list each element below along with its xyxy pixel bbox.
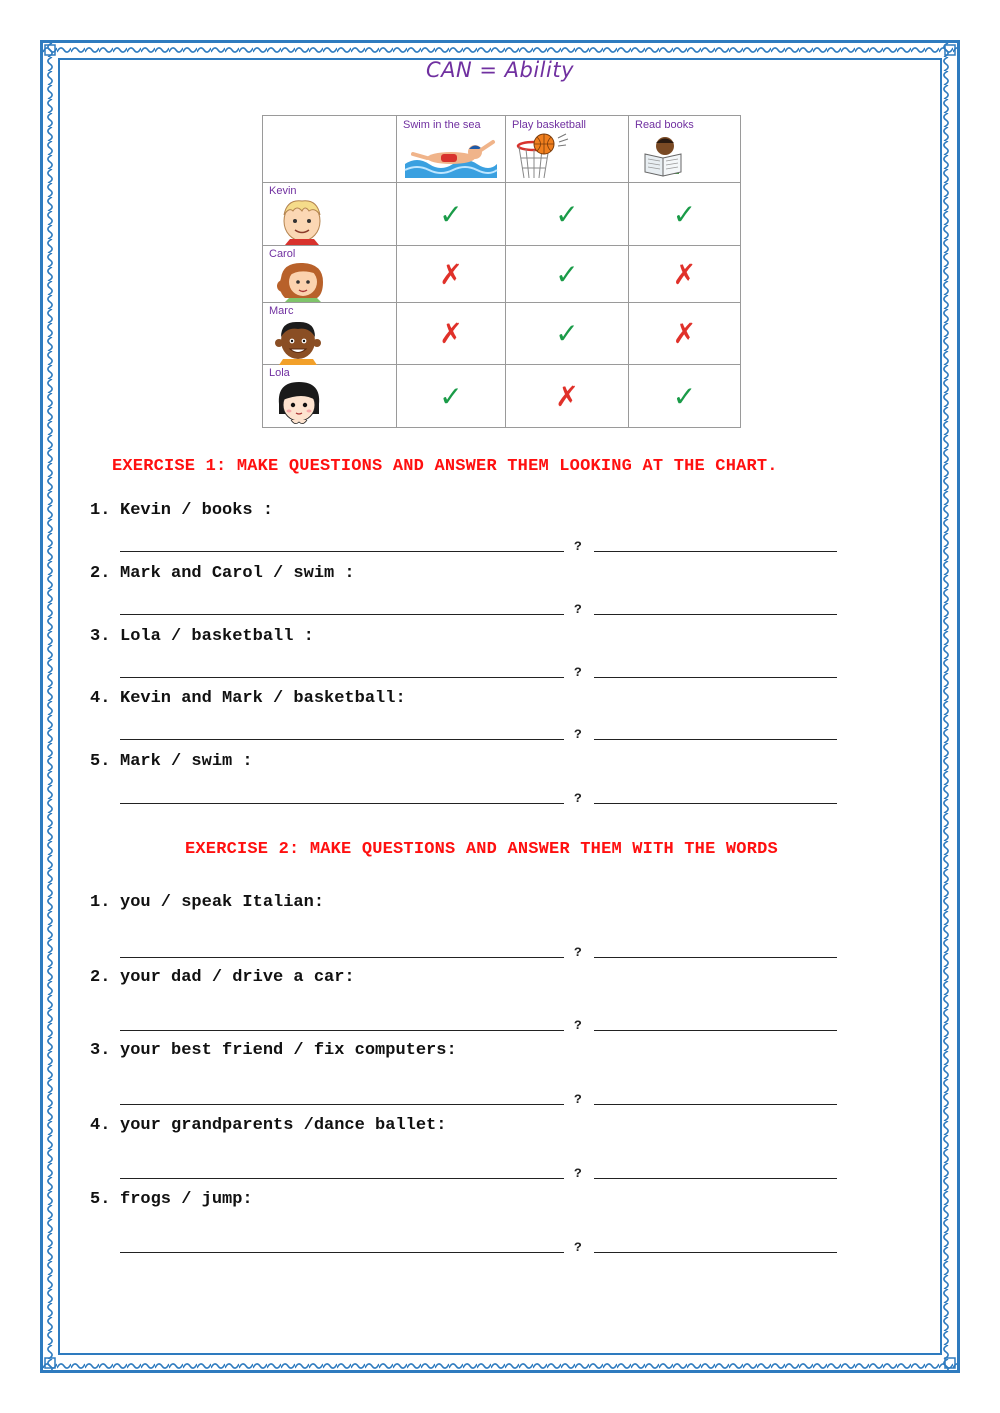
chart-corner-cell [263,116,397,183]
item-prompt: Mark and Carol / swim : [120,564,355,583]
question-mark: ? [574,945,582,960]
exercise-2-item [90,1116,446,1135]
answer-row [120,658,840,678]
item-number: 3. [90,1041,111,1060]
person-cell [263,365,397,428]
question-mark: ? [574,665,582,680]
answer-line[interactable] [594,803,837,804]
check-mark-icon: ✓ [555,257,579,291]
ability-cell [629,246,741,303]
activity-label: Play basketball [512,119,586,131]
question-line[interactable] [120,614,564,615]
page-title: CAN = Ability [425,58,575,82]
exercise-1-item [90,627,314,646]
kevin-face-icon [275,197,329,245]
item-number: 2. [90,564,111,583]
item-prompt: Kevin and Mark / basketball: [120,689,406,708]
cross-mark-icon: ✗ [672,317,697,350]
exercise-2-item [90,1041,457,1060]
answer-row [120,532,840,552]
ability-cell [506,303,629,365]
ability-cell [506,246,629,303]
activity-label: Read books [635,119,694,131]
chart-header-basketball [506,116,629,183]
ability-cell [397,365,506,428]
question-mark: ? [574,1018,582,1033]
item-prompt: you / speak Italian: [120,893,325,912]
question-mark: ? [574,727,582,742]
answer-row [120,595,840,615]
item-number: 4. [90,689,111,708]
question-line[interactable] [120,957,564,958]
question-mark: ? [574,539,582,554]
answer-line[interactable] [594,957,837,958]
person-cell [263,303,397,365]
person-name: Kevin [269,185,297,197]
item-number: 5. [90,752,111,771]
person-name: Marc [269,305,294,317]
exercise-2-item [90,1190,253,1209]
chart-row-lola [263,365,741,428]
item-prompt: your dad / drive a car: [120,968,355,987]
cross-mark-icon: ✗ [439,317,463,350]
ability-cell [397,303,506,365]
ability-cell [629,365,741,428]
question-line[interactable] [120,803,564,804]
exercise-2-item [90,893,324,912]
chart-row-carol [263,246,741,303]
check-mark-icon: ✓ [555,197,579,231]
question-mark: ? [574,1092,582,1107]
exercise-2-heading: EXERCISE 2: MAKE QUESTIONS AND ANSWER THEM WITH THE WORDS [185,840,778,859]
answer-row [120,1011,840,1031]
ability-cell [397,246,506,303]
swimmer-icon [403,134,499,180]
item-prompt: Lola / basketball : [120,627,314,646]
basketball-hoop-icon [512,132,572,182]
item-number: 1. [90,501,111,520]
answer-line[interactable] [594,1178,837,1179]
question-mark: ? [574,1240,582,1255]
exercise-1-item [90,752,253,771]
answer-row [120,784,840,804]
chart-header-row [263,116,741,183]
activity-label: Swim in the sea [403,119,481,131]
ability-cell [629,303,741,365]
chart-row-kevin [263,183,741,246]
answer-row [120,1159,840,1179]
exercise-1-item [90,689,406,708]
exercise-1-heading: EXERCISE 1: MAKE QUESTIONS AND ANSWER THEM LOOKING AT THE CHART. [112,457,778,476]
question-mark: ? [574,1166,582,1181]
question-line[interactable] [120,1104,564,1105]
answer-line[interactable] [594,1104,837,1105]
answer-line[interactable] [594,1252,837,1253]
item-prompt: Kevin / books : [120,501,274,520]
item-number: 5. [90,1190,111,1209]
answer-row [120,1085,840,1105]
check-mark-icon: ✓ [672,197,697,231]
cross-mark-icon: ✗ [439,257,463,291]
ability-cell [629,183,741,246]
person-cell [263,183,397,246]
reading-boy-icon [641,134,685,180]
question-line[interactable] [120,677,564,678]
person-name: Carol [269,248,296,260]
item-number: 3. [90,627,111,646]
answer-row [120,720,840,740]
answer-row [120,938,840,958]
exercise-2-item [90,968,355,987]
ability-cell [506,183,629,246]
person-cell [263,246,397,303]
answer-line[interactable] [594,739,837,740]
question-line[interactable] [120,551,564,552]
question-line[interactable] [120,1030,564,1031]
check-mark-icon: ✓ [555,317,579,350]
marc-face-icon [273,319,323,365]
check-mark-icon: ✓ [439,379,463,413]
question-line[interactable] [120,1252,564,1253]
cross-mark-icon: ✗ [672,257,697,291]
ability-chart [262,115,741,428]
check-mark-icon: ✓ [439,197,463,231]
answer-row [120,1233,840,1253]
chart-header-swim [397,116,506,183]
item-prompt: frogs / jump: [120,1190,253,1209]
question-mark: ? [574,791,582,806]
ability-cell [397,183,506,246]
answer-line[interactable] [594,551,837,552]
item-number: 1. [90,893,111,912]
item-prompt: your best friend / fix computers: [120,1041,457,1060]
chart-row-marc [263,303,741,365]
question-line[interactable] [120,739,564,740]
question-mark: ? [574,602,582,617]
exercise-1-item [90,564,355,583]
carol-face-icon [273,260,329,302]
cross-mark-icon: ✗ [555,379,579,413]
item-prompt: Mark / swim : [120,752,253,771]
chart-header-read [629,116,741,183]
item-prompt: your grandparents /dance ballet: [120,1116,447,1135]
person-name: Lola [269,367,290,379]
item-number: 4. [90,1116,111,1135]
exercise-1-item [90,501,273,520]
question-line[interactable] [120,1178,564,1179]
lola-face-icon [273,380,325,426]
check-mark-icon: ✓ [672,379,697,413]
answer-line[interactable] [594,1030,837,1031]
ability-cell [506,365,629,428]
answer-line[interactable] [594,677,837,678]
item-number: 2. [90,968,111,987]
answer-line[interactable] [594,614,837,615]
